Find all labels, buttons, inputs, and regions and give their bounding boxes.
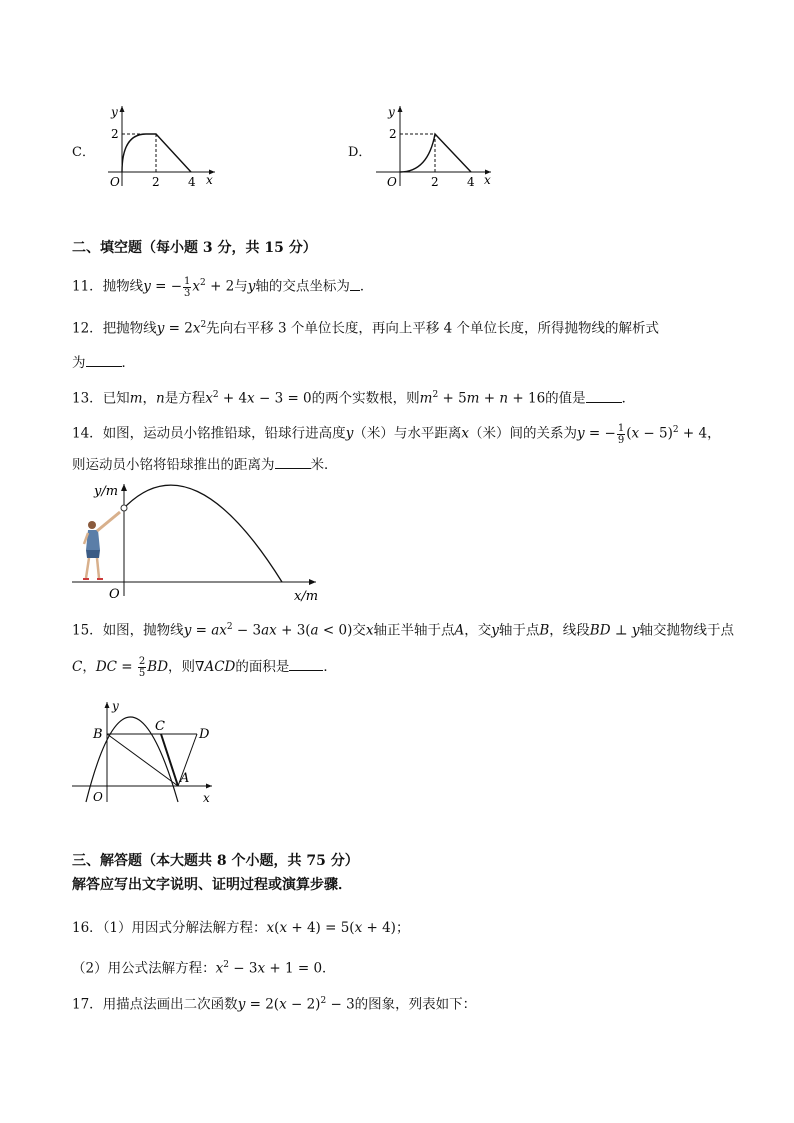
question-15: 15．如图，抛物线$y = ax^2 - 3ax + 3(a < 0)$交x轴正半轴于点A，交y轴于点B，线段BD ⊥ y轴交抛物线于点 [72, 622, 734, 639]
option-d-graph [376, 100, 496, 192]
q13-blank[interactable] [586, 390, 622, 403]
fig15-c: C [155, 719, 165, 734]
question-13: 13．已知m，n是方程$x^2 + 4x - 3 = 0$的两个实数根，则$m^2 + 5m + n + 16$的值是 ． [72, 390, 636, 407]
question-12-line2: 为 ． [72, 355, 135, 371]
question-17: 17．用描点法画出二次函数$y = 2(x - 2)^2 - 3$的图象，列表如下： [72, 996, 477, 1013]
fig15-b: B [93, 727, 103, 742]
athlete-icon [83, 512, 120, 579]
question-12: 12．把抛物线$y = 2x^2$先向右平移 3 个单位长度，再向上平移 4 个单位长度，所得抛物线的解析式 [72, 320, 660, 337]
fig15-y: y [112, 699, 119, 713]
d-origin: O [387, 175, 397, 189]
fig15-x: x [203, 791, 210, 805]
question-16-part1: 16．（1）用因式分解法解方程：x(x + 4) = 5(x + 4)； [72, 920, 410, 936]
shot-x-label: x/m [294, 589, 319, 604]
parabola-figure [72, 698, 222, 810]
option-c-label: C． [72, 145, 95, 160]
shot-origin: O [109, 587, 120, 602]
fig15-d: D [199, 727, 210, 742]
d-tick-y: 2 [389, 127, 397, 141]
d-tick-x2: 4 [467, 175, 475, 189]
question-15-line2: C，DC = $\frac{2}{5}$ BD，则∇ACD的面积是 ． [72, 656, 337, 679]
question-14: 14．如图，运动员小铭推铅球，铅球行进高度y（米）与水平距离x（米）间的关系为y = − $\frac{1}{9}$ $(x - 5)^2 + 4$， [72, 422, 721, 446]
fig15-a: A [180, 771, 190, 786]
q11-blank[interactable] [350, 278, 360, 291]
shot-put-figure [72, 478, 332, 606]
section-3-title: 三、解答题（本大题共 8 个小题，共 75 分） [72, 853, 359, 869]
q15-blank[interactable] [289, 658, 323, 671]
q14-blank[interactable] [275, 456, 311, 469]
c-origin: O [110, 175, 120, 189]
shot-trajectory [124, 485, 282, 582]
c-tick-x1: 2 [152, 175, 160, 189]
c-tick-y: 2 [111, 127, 119, 141]
shot-y-label: y/m [94, 484, 119, 499]
c-y-label: y [111, 105, 118, 119]
c-tick-x2: 4 [188, 175, 196, 189]
d-y-label: y [388, 105, 395, 119]
question-11: 11．抛物线y = − $\frac{1}{3}$ $x^2 + 2$与y轴的交点坐标为 ． [72, 275, 374, 299]
shot-ball-icon [121, 505, 127, 511]
question-14-line2: 则运动员小铭将铅球推出的距离为 米． [72, 457, 338, 473]
question-16-part2: （2）用公式法解方程：$x^2 - 3x + 1 = 0$． [72, 960, 336, 977]
section-2-title: 二、填空题（每小题 3 分，共 15 分） [72, 240, 317, 256]
q12-blank[interactable] [86, 354, 122, 367]
d-x-label: x [484, 173, 491, 187]
fig15-o: O [93, 790, 103, 804]
option-c-graph [100, 100, 220, 192]
section-3-subtitle: 解答应写出文字说明、证明过程或演算步骤． [72, 877, 352, 893]
option-d-label: D． [348, 145, 372, 160]
segment-ba [107, 734, 178, 786]
d-tick-x1: 2 [431, 175, 439, 189]
c-x-label: x [206, 173, 213, 187]
